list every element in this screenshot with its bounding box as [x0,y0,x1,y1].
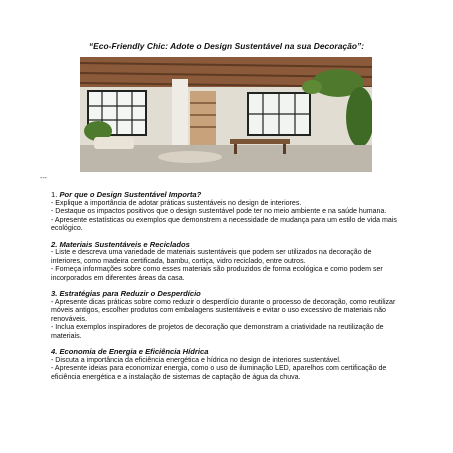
section-heading-text: Por que o Design Sustentável Importa? [59,190,202,199]
list-item: - Discuta a importância da eficiência energética e hídrica no design de interiores sustentável. [51,356,341,364]
list-item: - Apresente ideias para economizar energia, como o uso de iluminação LED, aparelhos com certificação de eficiência energética e a instalação de sistemas de captação de água da chuva. [51,365,387,381]
document-body [51,190,403,388]
list-item: - Apresente dicas práticas sobre como reduzir o desperdício durante o processo de decoração, como reutilizar móveis antigos, escolher produtos com embalagens sustentáveis e evitar o uso excessivo de materiais não renováveis. [51,298,396,323]
section-heading: 2. Materiais Sustentáveis e Reciclados [51,239,190,249]
section-heading: 4. Economia de Energia e Eficiência Hídrica [51,347,209,356]
section-number: 1. [51,190,58,199]
section-3 [51,289,403,341]
list-item: - Explique a importância de adotar práticas sustentáveis no design de interiores. [51,199,302,207]
section-1 [51,190,403,234]
separator: --- [40,175,47,182]
list-item: - Apresente estatísticas ou exemplos que demonstrem a necessidade de mudança para um estilo de vida mais ecológico. [51,216,397,232]
interior-photo [80,57,372,172]
loft-interior-illustration [80,57,372,172]
list-item: - Inclua exemplos inspiradores de projetos de decoração que demonstram a criatividade na reutilização de materiais. [51,324,384,340]
page-title: “Eco-Friendly Chic: Adote o Design Sustentável na sua Decoração”: [88,41,365,51]
list-item: - Destaque os impactos positivos que o design sustentável pode ter no meio ambiente e na saúde humana. [51,208,387,215]
section-4 [51,347,403,382]
section-heading [51,190,403,200]
section-2 [51,240,403,284]
section-heading: 3. Estratégias para Reduzir o Desperdício [51,289,201,298]
list-item: - Liste e descreva uma variedade de materiais sustentáveis que podem ser utilizados na decoração de interiores, como madeira certificada, bambu, cortiça, vidro reciclado, entre outros. [51,249,372,265]
list-item: - Forneça informações sobre como esses materiais são produzidos de forma ecológica e como podem ser incorporados em diferentes áreas da casa. [51,266,383,282]
